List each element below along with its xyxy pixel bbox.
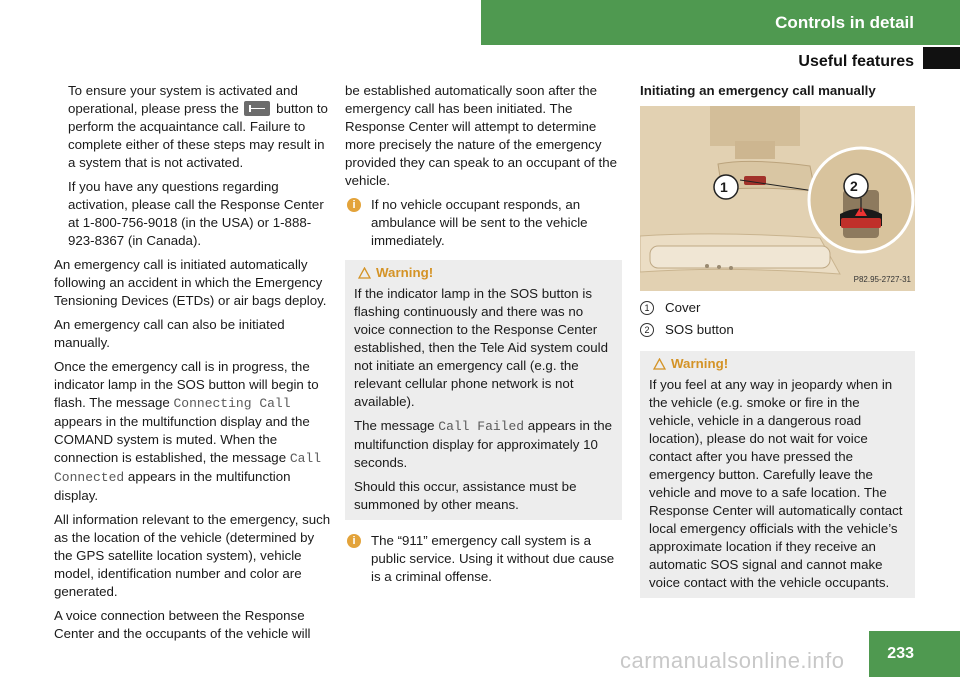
legend-number-2: 2 (640, 323, 654, 337)
warning-box-jeopardy (640, 351, 915, 598)
warning-title-text: Warning! (671, 356, 729, 371)
progress-text-b: appears in the multifunction display and the COMAND system is muted. When the connection is established, the message (54, 414, 310, 465)
info-icon: i (347, 198, 361, 212)
warning-title (649, 355, 906, 373)
photo-code: P82.95-2727-31 (853, 275, 911, 284)
call-progress-paragraph (54, 358, 334, 505)
overhead-console-photo (640, 106, 915, 291)
warning-paragraph: If the indicator lamp in the SOS button is flashing continuously and there was no voice connection to the Response Center established, then the Tele Aid system could not initiate an emergency call (e.g. the relevant cellular phone network is not available). (354, 286, 609, 409)
message-call-connected: Call Connected (54, 451, 322, 485)
warning-text-b: appears in the multifunction display for approximately 10 seconds. (354, 418, 613, 470)
legend-number-1: 1 (640, 301, 654, 315)
callout-marker-1: 1 (720, 179, 728, 195)
warning-assistance-paragraph: Should this occur, assistance must be summoned by other means. (354, 479, 577, 512)
message-connecting-call: Connecting Call (173, 396, 291, 411)
info-icon: i (347, 534, 361, 548)
voice-connection-paragraph: A voice connection between the Response Center and the occupants of the vehicle will (54, 608, 311, 641)
watermark: carmanualsonline.info (620, 648, 845, 673)
info-note-911 (345, 532, 622, 586)
activation-text-a: To ensure your system is activated and operational, please press the (68, 83, 298, 116)
legend-sos-button (640, 321, 915, 339)
info-note-text: If no vehicle occupant responds, an ambulance will be sent to the vehicle immediately. (371, 197, 588, 248)
activation-text-b: button to perform the acquaintance call. Failure to complete either of these steps may result in a system that is not activated. (68, 101, 328, 170)
progress-text-c: appears in the multifunction display. (54, 469, 291, 503)
column-1 (54, 82, 334, 649)
legend-sos-text: SOS button (665, 322, 734, 337)
response-center-paragraph: be established automatically soon after the emergency call has been initiated. The Response Center will attempt to determine more precisely the nature of the emergency provided they can speak to an occupant of the vehicle. (345, 83, 618, 188)
auto-call-paragraph: An emergency call is initiated automatically following an accident in which the Emergency Tensioning Devices (ETDs) or air bags deploy. (54, 257, 327, 308)
header-marker (923, 47, 960, 69)
callout-marker-2: 2 (850, 178, 858, 194)
warning-paragraph: If you feel at any way in jeopardy when in the vehicle (e.g. smoke or fire in the vehicle, vehicle in a dangerous road location), please do not wait for voice contact after you have pressed the emergency button. Carefully leave the vehicle and move to a safe location. The Response Center will automatically contact local emergency officials with the vehicle’s approximate location if they receive an automatic SOS signal and cannot make voice contact with the vehicle occupants. (649, 377, 903, 590)
manual-call-title: Initiating an emergency call manually (640, 83, 876, 98)
info-generated-paragraph: All information relevant to the emergency, such as the location of the vehicle (determined by the GPS satellite location system), vehicle model, identification number and color are generated. (54, 512, 331, 599)
warning-title (354, 264, 613, 282)
manual-call-paragraph: An emergency call can also be initiated manually. (54, 317, 285, 350)
info-note-text: The “911” emergency call system is a public service. Using it without due cause is a criminal offense. (371, 533, 615, 584)
page-number: 233 (869, 631, 960, 677)
activation-paragraph (68, 82, 334, 172)
legend-cover (640, 299, 915, 317)
warning-triangle-icon (358, 267, 371, 279)
warning-title-text: Warning! (376, 265, 434, 280)
warning-text-a: The message (354, 418, 435, 433)
subsection-header: Useful features (798, 53, 914, 70)
questions-paragraph: If you have any questions regarding activation, please call the Response Center at 1-800-756-9018 (in the USA) or 1-888-923-8367 (in Canada). (68, 179, 324, 248)
column-3 (640, 82, 915, 610)
sos-button-illustration (640, 106, 915, 291)
warning-box-call-failed (345, 260, 622, 520)
warning-message-paragraph (354, 417, 613, 472)
progress-text-a: Once the emergency call is in progress, the indicator lamp in the SOS button will begin to flash. The message (54, 359, 319, 410)
phone-key-icon (244, 101, 270, 116)
info-note-ambulance (345, 196, 622, 250)
message-call-failed: Call Failed (438, 419, 525, 434)
warning-triangle-icon (653, 358, 666, 370)
section-header: Controls in detail (481, 0, 960, 45)
legend-cover-text: Cover (665, 300, 701, 315)
activation-block (54, 82, 334, 250)
column-2 (345, 82, 622, 586)
